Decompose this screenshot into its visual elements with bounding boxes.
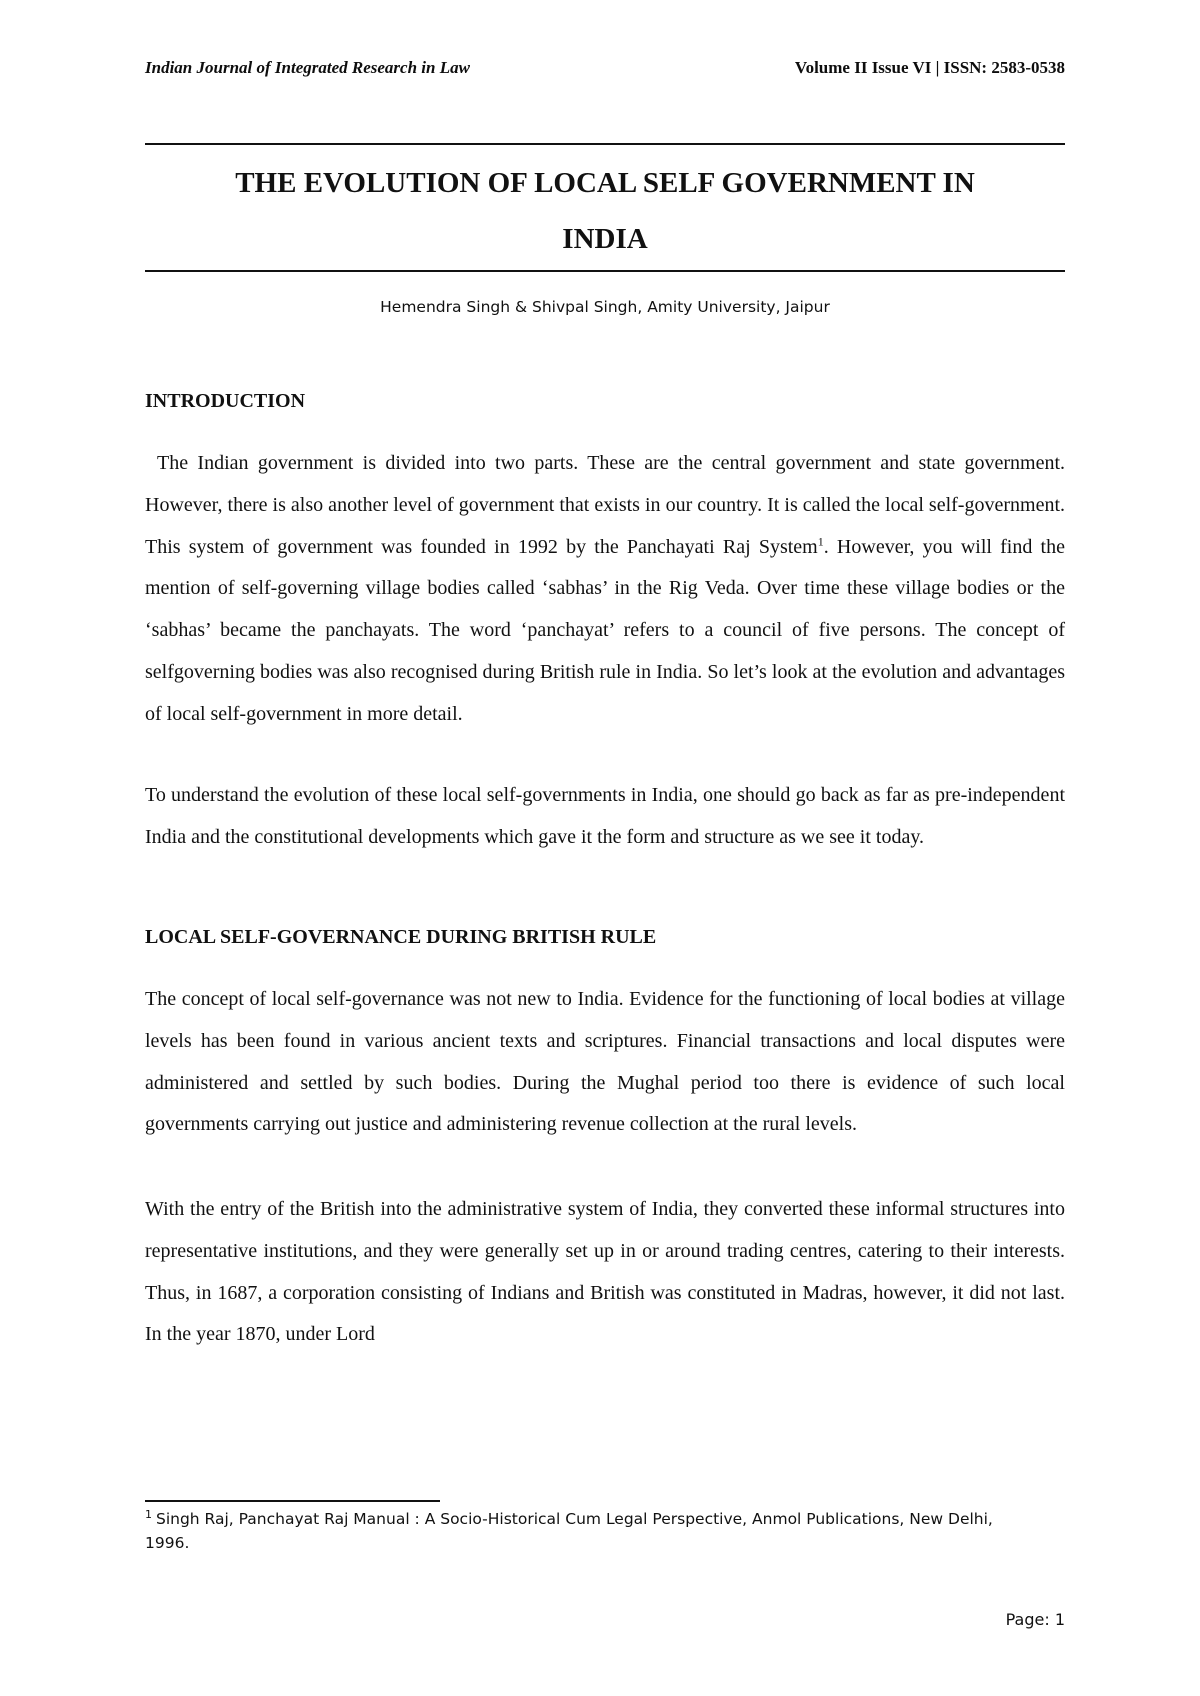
title-line-1: THE EVOLUTION OF LOCAL SELF GOVERNMENT IN	[235, 167, 975, 199]
british-rule-paragraph-2: With the entry of the British into the administrative system of India, they converted these informal structures into representative institutions, and they were generally set up in or around trading centres, catering to their interests. Thus, in 1687, a corporation consisting of Indians and British was constituted in Madras, however, it did not last. In the year 1870, under Lord	[145, 1198, 1065, 1346]
british-rule-heading: LOCAL SELF-GOVERNANCE DURING BRITISH RULE	[145, 926, 657, 948]
author-affiliation: Hemendra Singh & Shivpal Singh, Amity University, Jaipur	[380, 298, 830, 316]
running-header	[145, 58, 1065, 82]
footnote-text: Singh Raj, Panchayat Raj Manual : A Socio-Historical Cum Legal Perspective, Anmol Publications, New Delhi, 1996.	[145, 1510, 993, 1552]
article-title	[145, 155, 1065, 267]
footnote-1	[145, 1507, 1025, 1555]
journal-name: Indian Journal of Integrated Research in Law	[145, 58, 470, 77]
page-number: Page: 1	[1005, 1610, 1065, 1629]
introduction-heading: INTRODUCTION	[145, 390, 306, 412]
volume-issn: Volume II Issue VI | ISSN: 2583-0538	[794, 58, 1065, 77]
title-rule-bottom	[145, 270, 1065, 272]
footnote-number: 1	[145, 1507, 152, 1521]
intro-text-part-1: The Indian government is divided into two parts. These are the central government and state government. However, there is also another level of government that exists in our country. It is called the local self-government. This system of government was founded in 1992 by the Panchayati Raj System	[145, 452, 1065, 558]
footnote-reference[interactable]: 1	[817, 533, 824, 548]
introduction-paragraph-1	[145, 443, 1065, 736]
title-line-2: INDIA	[562, 223, 648, 255]
british-rule-paragraph-1: The concept of local self-governance was not new to India. Evidence for the functioning of local bodies at village levels has been found in various ancient texts and scriptures. Financial transactions and local disputes were administered and settled by such bodies. During the Mughal period too there is evidence of such local governments carrying out justice and administering revenue collection at the rural levels.	[145, 988, 1065, 1136]
intro-text-part-2: . However, you will find the mention of self-governing village bodies called ‘sabhas’ in the Rig Veda. Over time these village bodies or the ‘sabhas’ became the panchayats. The word ‘panchayat’ refers to a council of five persons. The concept of selfgoverning bodies was also recognised during British rule in India. So let’s look at the evolution and advantages of local self-government in more detail.	[145, 535, 1065, 725]
footnote-separator	[145, 1500, 440, 1502]
introduction-paragraph-2: To understand the evolution of these local self-governments in India, one should go back as far as pre-independent India and the constitutional developments which gave it the form and structure as we see it today.	[145, 784, 1065, 848]
document-page	[145, 0, 1065, 1696]
title-rule-top	[145, 143, 1065, 145]
